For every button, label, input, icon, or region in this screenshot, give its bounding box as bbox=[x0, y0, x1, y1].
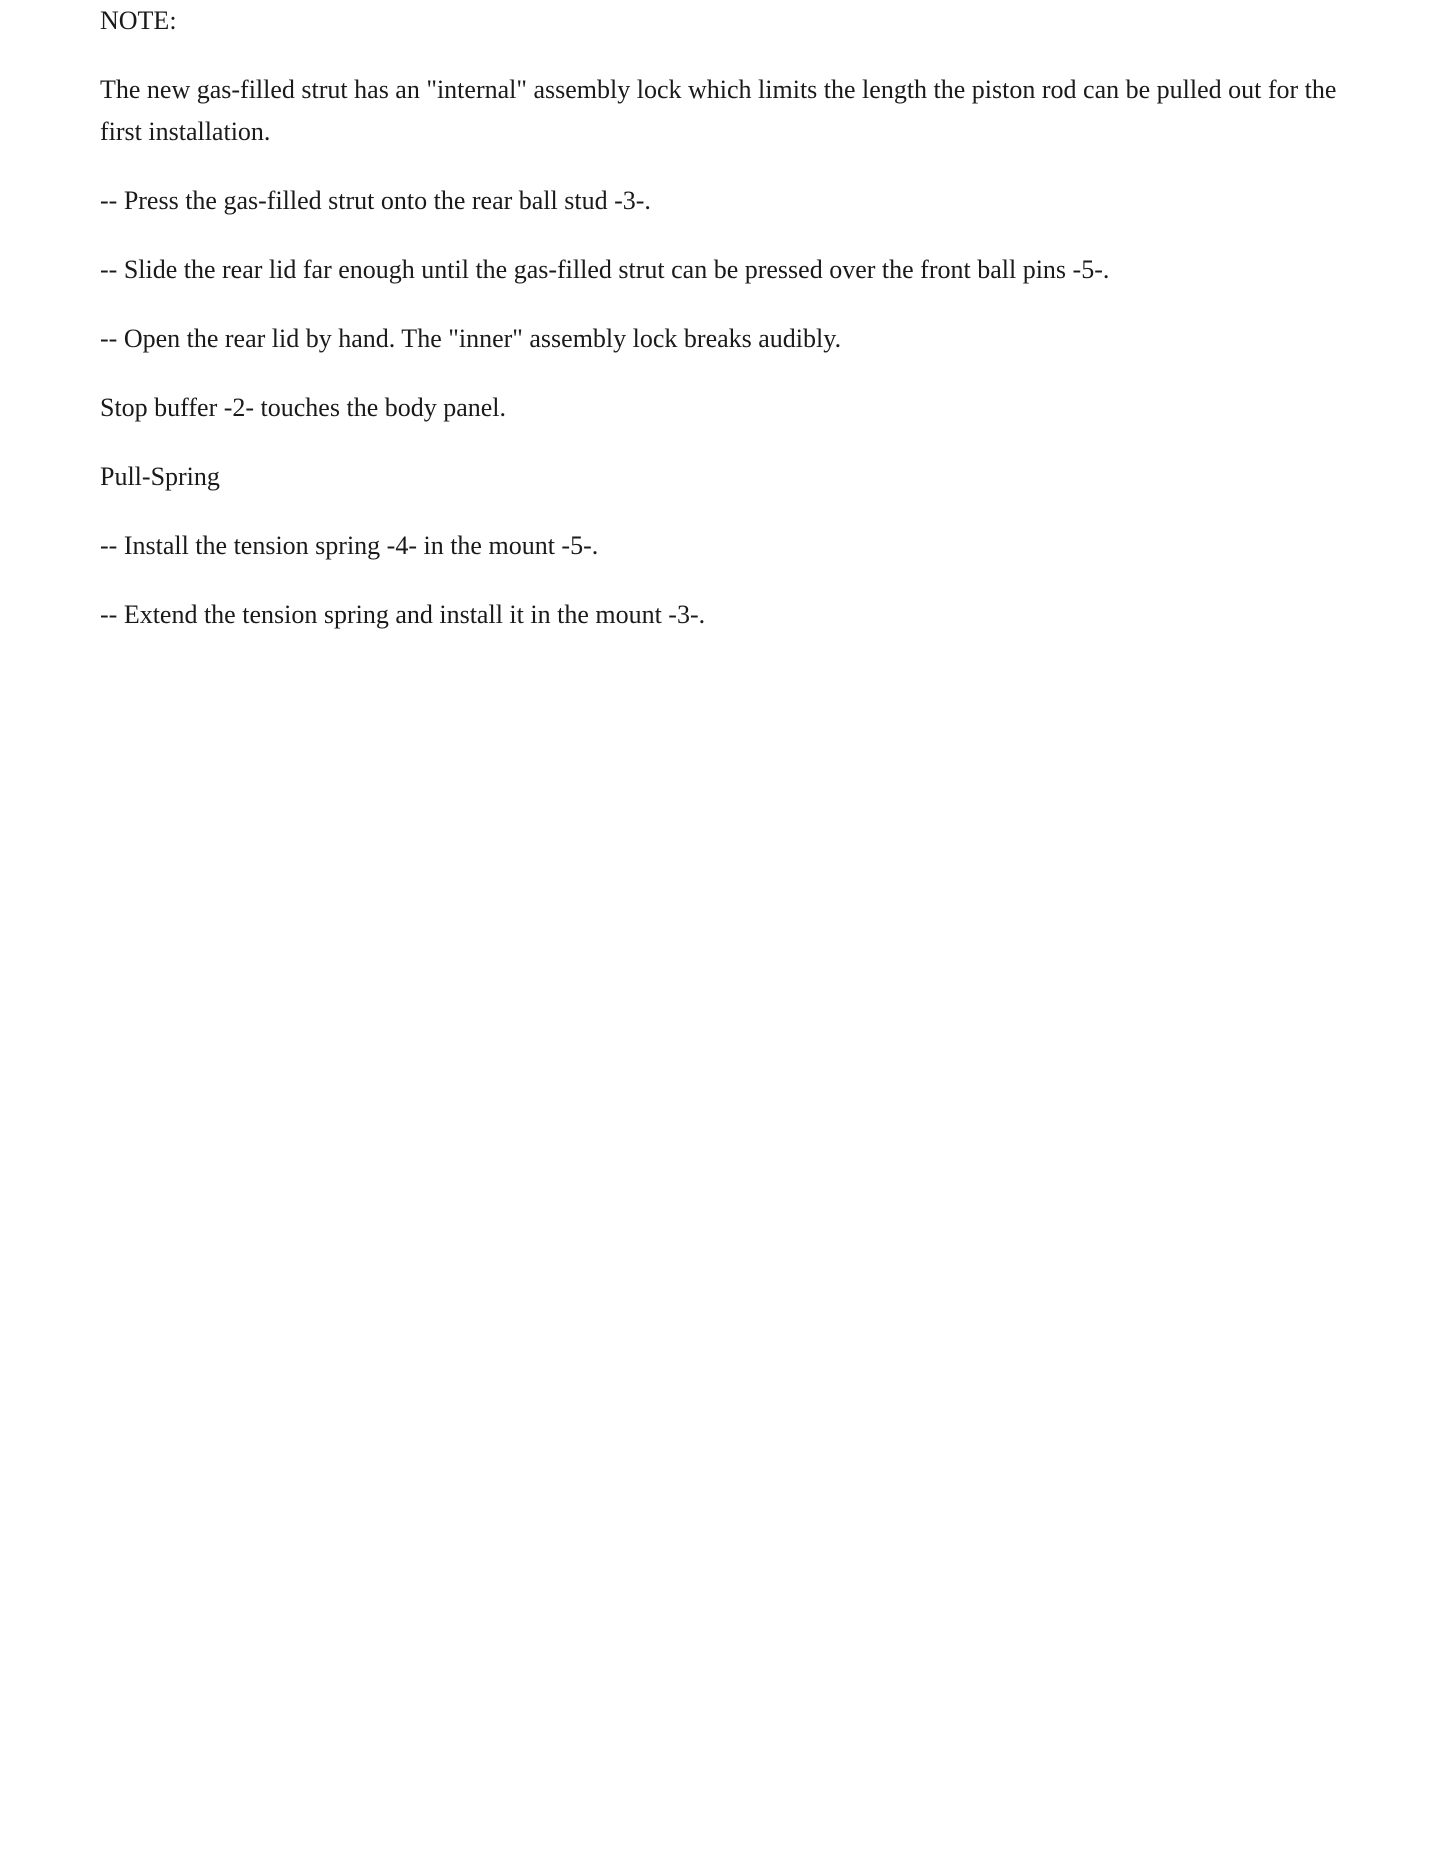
step-slide-lid: -- Slide the rear lid far enough until the gas-filled strut can be pressed over the front ball pins -5-. bbox=[100, 255, 1110, 284]
section-heading: Pull-Spring bbox=[100, 462, 220, 491]
document-body bbox=[100, 0, 1345, 663]
step-install-spring: -- Install the tension spring -4- in the mount -5-. bbox=[100, 531, 599, 560]
step-open-lid: -- Open the rear lid by hand. The "inner" assembly lock breaks audibly. bbox=[100, 324, 842, 353]
note-label: NOTE: bbox=[100, 6, 177, 35]
note-text: The new gas-filled strut has an "internal" assembly lock which limits the length the piston rod can be pulled out for the first installation. bbox=[100, 75, 1337, 146]
step-press-strut: -- Press the gas-filled strut onto the rear ball stud -3-. bbox=[100, 186, 651, 215]
step-extend-spring: -- Extend the tension spring and install it in the mount -3-. bbox=[100, 600, 706, 629]
result-text: Stop buffer -2- touches the body panel. bbox=[100, 393, 507, 422]
